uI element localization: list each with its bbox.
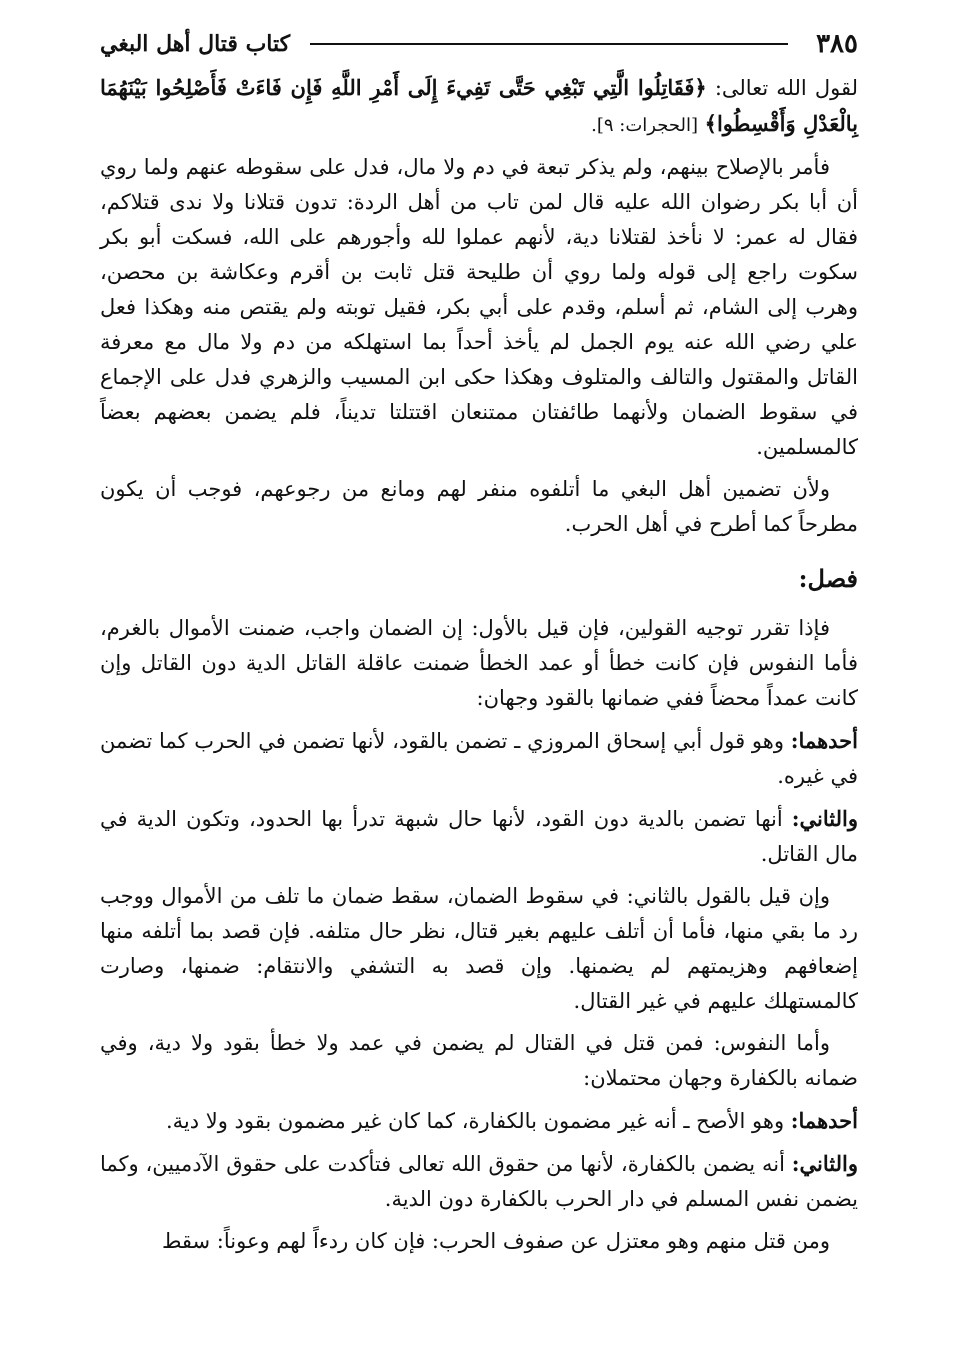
header-rule — [310, 43, 788, 45]
page-number: ٣٨٥ — [816, 29, 858, 59]
paragraph-5-label: أحدهما: — [790, 728, 859, 753]
body-text — [100, 70, 858, 1259]
paragraph-10-text: أنه يضمن بالكفارة، لأنها من حقوق الله تعالى فتأكدت على حقوق الآدميين، وكما يضمن نفس المسلم في دار الحرب بالكفارة دون الدية. — [100, 1152, 858, 1211]
quran-intro: لقول الله تعالى: — [714, 76, 858, 100]
section-heading: فصل: — [798, 564, 858, 593]
paragraph-9-label: أحدهما: — [790, 1108, 858, 1133]
paragraph-5-text: وهو قول أبي إسحاق المروزي ـ تضمن بالقود، لأنها تضمن في الحرب كما تضمن في غيره. — [100, 729, 858, 788]
quran-citation-paragraph — [100, 70, 858, 143]
verse-reference: [الحجرات: ٩]. — [591, 115, 698, 136]
paragraph-10-label: والثاني: — [791, 1151, 858, 1176]
paragraph-6-label: والثاني: — [791, 806, 858, 831]
paragraph-10 — [100, 1146, 858, 1217]
paragraph-6-text: أنها تضمن بالدية دون القود، لأنها حال شبهة تدرأ بها الحدود، وتكون الدية في مال القاتل. — [100, 807, 858, 866]
paragraph-4: فإذا تقرر توجيه القولين، فإن قيل بالأول: إن الضمان واجب، ضمنت الأموال بالغرم، فأما النفوس فإن كانت خطأ أو عمد الخطأ ضمنت عاقلة القاتل الدية دون القاتل وإن كانت عمداً محضاً ففي ضمانها بالقود وجهان: — [100, 616, 858, 710]
paragraph-7: وإن قيل بالقول بالثاني: في سقوط الضمان، سقط ضمان ما تلف من الأموال ووجب رد ما بقي منها، فأما أن أتلف عليهم بغير قتال، نظر حال متلفه. فإن قصد بما أتلفه منها إضعافهم وهزيمتهم لم يضمنها. وإن قصد به التشفي والانتقام: ضمنها، وصارت كالمستهلك عليهم في غير القتال. — [100, 884, 858, 1013]
paragraph-11: ومن قتل منهم وهو معتزل عن صفوف الحرب: فإن كان ردءاً لهم وعوناً: سقط — [161, 1229, 830, 1253]
page-header — [100, 18, 858, 70]
paragraph-3: ولأن تضمين أهل البغي ما أتلفوه منفر لهم ومانع من رجوعهم، فوجب أن يكون مطرحاً كما أطرح في أهل الحرب. — [100, 477, 858, 536]
paragraph-9-text: وهو الأصح ـ أنه غير مضمون بالكفارة، كما كان غير مضمون بقود ولا دية. — [165, 1109, 785, 1133]
paragraph-2: فأمر بالإصلاح بينهم، ولم يذكر تبعة في دم ولا مال، فدل على سقوطه عنهم ولما روي أن أبا بكر رضوان الله عليه قال لمن تاب من أهل الردة: تدون قتلانا ولا ندى قتلاكم، فقال له عمر: لا نأخذ لقتلانا دية، لأنهم عملوا لله وأجورهم على الله، فسكت أبو بكر سكوت راجع إلى قوله ولما روي أن طليحة قتل ثابت بن أقرم وعكاشة بن محصن، وهرب إلى الشام، ثم أسلم، وقدم على أبي بكر، فقيل توبته ولم يقتص منه وهكذا فعل علي رضي الله عنه يوم الجمل لم يأخذ أحداً بما استهلكه من دم ولا مال مع معرفة القاتل والمقتول والتالف والمتلوف وهكذا حكى ابن المسيب والزهري فدل على الإجماع في سقوط الضمان ولأنهما طائفتان ممتنعان اقتتلتا تديناً، فلم يضمن بعضهم بعضاً كالمسلمين. — [100, 155, 858, 459]
running-title: كتاب قتال أهل البغي — [100, 31, 291, 57]
paragraph-6 — [100, 801, 858, 872]
quran-verse: ﴿فَقَاتِلُوا الَّتِي تَبْغِي حَتَّى تَفِيءَ إِلَى أَمْرِ اللَّهِ فَإِن فَاءَتْ فَأَصْلِحُوا بَيْنَهُمَا بِالْعَدْلِ وَأَقْسِطُوا﴾ — [100, 75, 858, 136]
paragraph-9 — [100, 1103, 858, 1139]
paragraph-5 — [100, 723, 858, 794]
paragraph-8: وأما النفوس: فمن قتل في القتال لم يضمن في عمد ولا خطأ بقود ولا دية، وفي ضمانه بالكفارة وجهان محتملان: — [100, 1031, 858, 1090]
